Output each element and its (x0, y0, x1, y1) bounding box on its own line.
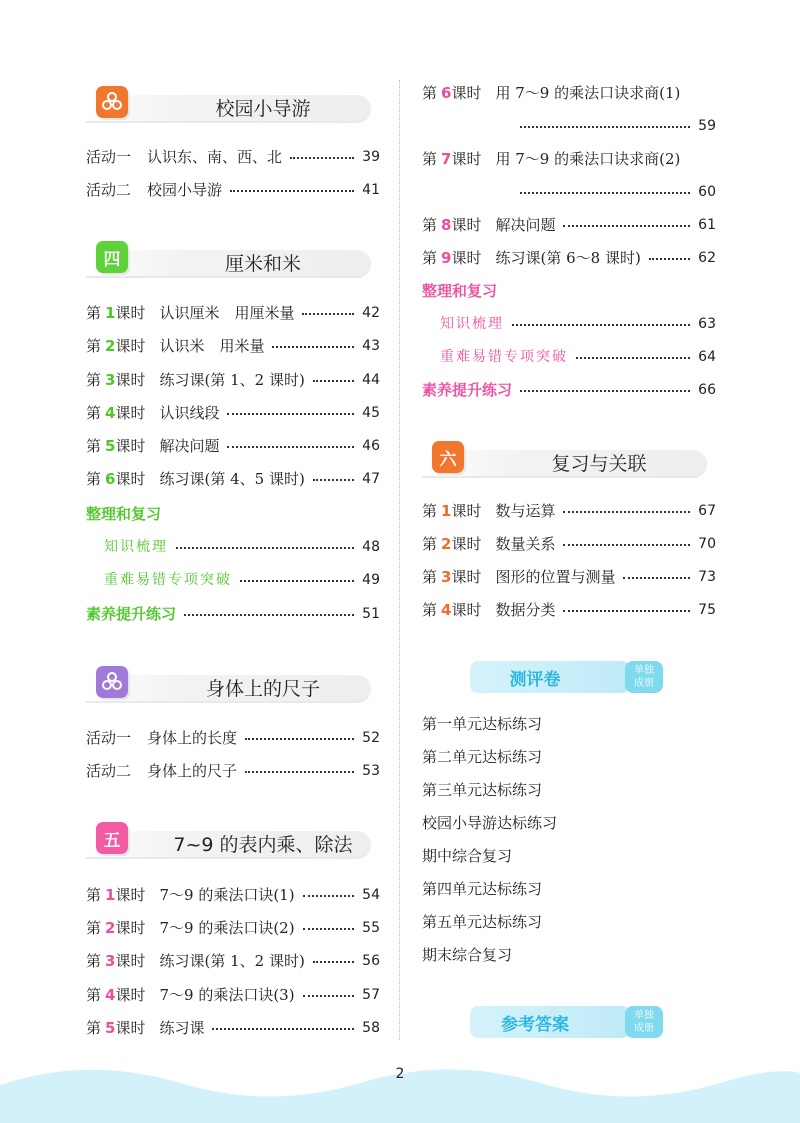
page-number: 46 (362, 438, 380, 454)
page-number: 70 (698, 536, 716, 552)
test-item[interactable]: 期中综合复习 (422, 847, 513, 865)
toc-row[interactable] (86, 726, 380, 750)
activity-label: 活动二 (86, 762, 132, 780)
entry-title: 认识米 用米量 (159, 337, 265, 355)
tests-title: 测评卷 (470, 661, 630, 693)
entry-title: 解决问题 (495, 216, 556, 234)
toc-row[interactable] (422, 81, 716, 105)
lesson-number: 6 (441, 84, 452, 102)
lesson-pre: 第 (422, 150, 438, 168)
toc-row-continued[interactable] (422, 180, 716, 204)
lesson-number: 1 (441, 502, 452, 520)
entry-title: 素养提升练习 (422, 381, 513, 399)
entry-title: 练习课(第 4、5 课时) (159, 470, 305, 488)
leader-dots (649, 246, 690, 260)
lesson-pre: 第 (422, 502, 438, 520)
lesson-pre: 第 (422, 249, 438, 267)
entry-title: 校园小导游 (147, 181, 223, 199)
lesson-post: 课时 (115, 986, 146, 1004)
unit-header-4 (86, 241, 380, 281)
leader-dots (520, 180, 690, 194)
lesson-post: 课时 (115, 470, 146, 488)
lesson-number: 2 (105, 337, 116, 355)
page-number: 61 (698, 217, 716, 233)
unit-badge: 四 (96, 241, 128, 273)
lesson-pre: 第 (86, 337, 102, 355)
test-item[interactable]: 第四单元达标练习 (422, 880, 543, 898)
ring-icon (96, 86, 128, 118)
page-number: 73 (698, 569, 716, 585)
lesson-pre: 第 (422, 216, 438, 234)
review-title: 整理和复习 (86, 505, 162, 523)
lesson-post: 课时 (451, 216, 482, 234)
page-number: 56 (362, 953, 380, 969)
lesson-pre: 第 (86, 304, 102, 322)
lesson-number: 4 (105, 404, 116, 422)
page-number: 55 (362, 920, 380, 936)
toc-row[interactable] (86, 535, 380, 559)
lesson-pre: 第 (86, 437, 102, 455)
toc-row[interactable] (422, 213, 716, 237)
lesson-post: 课时 (451, 502, 482, 520)
tests-banner (470, 661, 670, 693)
lesson-number: 2 (105, 919, 116, 937)
leader-dots (272, 334, 354, 348)
page-number: 44 (362, 372, 380, 388)
leader-dots (302, 301, 354, 315)
entry-title: 用 7～9 的乘法口诀求商(1) (495, 84, 681, 102)
column-divider (399, 80, 400, 1040)
entry-title: 认识线段 (159, 404, 220, 422)
toc-row[interactable] (86, 759, 380, 783)
toc-row[interactable] (422, 598, 716, 622)
toc-row[interactable] (86, 401, 380, 425)
leader-dots (520, 114, 690, 128)
lesson-post: 课时 (115, 371, 146, 389)
unit-header-campus-guide (86, 86, 380, 126)
page-number-footer: 2 (395, 1066, 405, 1082)
page-number: 43 (362, 338, 380, 354)
unit-title: 身体上的尺子 (205, 678, 320, 700)
page-number: 49 (362, 572, 380, 588)
tag-line-2: 成册 (634, 678, 654, 689)
leader-dots (576, 345, 690, 359)
lesson-pre: 第 (86, 919, 102, 937)
lesson-number: 4 (441, 601, 452, 619)
entry-title: 认识厘米 用厘米量 (159, 304, 295, 322)
entry-title: 练习课 (159, 1019, 205, 1037)
leader-dots (176, 535, 354, 549)
unit-title: 7~9 的表内乘、除法 (173, 834, 353, 856)
entry-title: 数与运算 (495, 502, 556, 520)
page-number: 66 (698, 382, 716, 398)
separate-volume-tag (625, 661, 663, 693)
entry-title: 解决问题 (159, 437, 220, 455)
lesson-post: 课时 (451, 535, 482, 553)
leader-dots (290, 145, 354, 159)
entry-title: 身体上的尺子 (147, 762, 238, 780)
entry-title: 练习课(第 1、2 课时) (159, 952, 305, 970)
toc-row[interactable] (422, 147, 716, 171)
toc-row[interactable] (86, 883, 380, 907)
leader-dots (313, 368, 354, 382)
toc-row[interactable] (422, 532, 716, 556)
entry-title: 素养提升练习 (86, 605, 177, 623)
entry-title: 7～9 的乘法口诀(2) (159, 919, 295, 937)
page-number: 75 (698, 602, 716, 618)
lesson-post: 课时 (115, 952, 146, 970)
activity-label: 活动二 (86, 181, 132, 199)
lesson-post: 课时 (115, 437, 146, 455)
lesson-number: 4 (105, 986, 116, 1004)
leader-dots (212, 1016, 354, 1030)
page-number: 67 (698, 503, 716, 519)
leader-dots (563, 213, 690, 227)
lesson-pre: 第 (422, 84, 438, 102)
leader-dots (230, 178, 354, 192)
lesson-post: 课时 (451, 150, 482, 168)
page-number: 62 (698, 250, 716, 266)
lesson-post: 课时 (115, 404, 146, 422)
lesson-number: 8 (441, 216, 452, 234)
toc-row[interactable] (86, 916, 380, 940)
leader-dots (512, 312, 690, 326)
toc-row[interactable] (86, 368, 380, 392)
leader-dots (240, 568, 354, 582)
lesson-number: 3 (441, 568, 452, 586)
leader-dots (313, 949, 354, 963)
lesson-post: 课时 (115, 304, 146, 322)
toc-row[interactable] (422, 499, 716, 523)
leader-dots (623, 565, 690, 579)
test-item[interactable]: 第五单元达标练习 (422, 913, 543, 931)
lesson-pre: 第 (86, 371, 102, 389)
activity-label: 活动一 (86, 148, 132, 166)
toc-row[interactable] (86, 301, 380, 325)
lesson-number: 3 (105, 952, 116, 970)
toc-row[interactable] (86, 467, 380, 491)
leader-dots (313, 467, 354, 481)
toc-row[interactable] (86, 145, 380, 169)
lesson-post: 课时 (115, 919, 146, 937)
unit-title: 复习与关联 (551, 453, 647, 475)
test-item[interactable]: 第三单元达标练习 (422, 781, 543, 799)
toc-row[interactable] (422, 312, 716, 336)
lesson-pre: 第 (86, 1019, 102, 1037)
tag-line-2: 成册 (634, 1023, 654, 1034)
page-number: 57 (362, 987, 380, 1003)
entry-title: 7～9 的乘法口诀(1) (159, 886, 295, 904)
page-number: 59 (698, 118, 716, 134)
separate-volume-tag (625, 1006, 663, 1038)
lesson-post: 课时 (115, 1019, 146, 1037)
unit-header-5 (86, 822, 380, 862)
lesson-post: 课时 (115, 337, 146, 355)
unit-badge: 六 (432, 441, 464, 473)
page-number: 63 (698, 316, 716, 332)
lesson-post: 课时 (115, 886, 146, 904)
entry-title: 知识梳理 (440, 316, 504, 332)
leader-dots (520, 378, 690, 392)
toc-row[interactable] (422, 378, 716, 402)
leader-dots (563, 598, 690, 612)
activity-label: 活动一 (86, 729, 132, 747)
lesson-post: 课时 (451, 249, 482, 267)
lesson-pre: 第 (422, 568, 438, 586)
page-number: 54 (362, 887, 380, 903)
entry-title: 知识梳理 (104, 539, 168, 555)
toc-row[interactable] (422, 345, 716, 369)
toc-row[interactable] (86, 568, 380, 592)
toc-row[interactable] (86, 1016, 380, 1040)
toc-row[interactable] (86, 983, 380, 1007)
toc-row[interactable] (86, 602, 380, 626)
leader-dots (303, 883, 355, 897)
unit-title: 校园小导游 (215, 98, 311, 120)
entry-title: 数量关系 (495, 535, 556, 553)
entry-title: 重难易错专项突破 (104, 572, 232, 588)
leader-dots (303, 983, 355, 997)
lesson-post: 课时 (451, 568, 482, 586)
test-item[interactable]: 校园小导游达标练习 (422, 814, 558, 832)
answers-title: 参考答案 (470, 1006, 630, 1038)
page-number: 60 (698, 184, 716, 200)
toc-row[interactable] (422, 565, 716, 589)
lesson-number: 1 (105, 886, 116, 904)
entry-title: 练习课(第 6～8 课时) (495, 249, 641, 267)
toc-row[interactable] (86, 334, 380, 358)
lesson-number: 9 (441, 249, 452, 267)
page-number: 58 (362, 1020, 380, 1036)
entry-title: 认识东、南、西、北 (147, 148, 283, 166)
answers-banner (470, 1006, 670, 1038)
toc-row-continued[interactable] (422, 114, 716, 138)
page-number: 47 (362, 471, 380, 487)
entry-title: 7～9 的乘法口诀(3) (159, 986, 295, 1004)
test-item[interactable]: 第二单元达标练习 (422, 748, 543, 766)
entry-title: 练习课(第 1、2 课时) (159, 371, 305, 389)
lesson-number: 1 (105, 304, 116, 322)
toc-row[interactable] (86, 178, 380, 202)
lesson-number: 7 (441, 150, 452, 168)
unit-title: 厘米和米 (224, 253, 301, 275)
tag-line-1: 单独 (634, 665, 654, 676)
ring-icon (96, 666, 128, 698)
lesson-number: 5 (105, 1019, 116, 1037)
page-number: 42 (362, 305, 380, 321)
page-number: 51 (362, 606, 380, 622)
lesson-number: 2 (441, 535, 452, 553)
leader-dots (245, 759, 354, 773)
toc-row[interactable] (422, 246, 716, 270)
lesson-pre: 第 (86, 886, 102, 904)
unit-badge: 五 (96, 822, 128, 854)
test-item[interactable]: 第一单元达标练习 (422, 715, 543, 733)
toc-row[interactable] (86, 434, 380, 458)
page-number: 41 (362, 182, 380, 198)
lesson-post: 课时 (451, 84, 482, 102)
leader-dots (303, 916, 355, 930)
lesson-number: 5 (105, 437, 116, 455)
lesson-number: 3 (105, 371, 116, 389)
leader-dots (245, 726, 354, 740)
entry-title: 重难易错专项突破 (440, 349, 568, 365)
test-item[interactable]: 期末综合复习 (422, 946, 513, 964)
page-number: 64 (698, 349, 716, 365)
entry-title: 图形的位置与测量 (495, 568, 616, 586)
lesson-pre: 第 (422, 601, 438, 619)
lesson-pre: 第 (86, 986, 102, 1004)
leader-dots (227, 401, 354, 415)
leader-dots (227, 434, 354, 448)
page-number: 39 (362, 149, 380, 165)
lesson-pre: 第 (86, 470, 102, 488)
entry-title: 数据分类 (495, 601, 556, 619)
page-number: 53 (362, 763, 380, 779)
page-number: 52 (362, 730, 380, 746)
tag-line-1: 单独 (634, 1010, 654, 1021)
page-number: 45 (362, 405, 380, 421)
leader-dots (563, 499, 690, 513)
lesson-post: 课时 (451, 601, 482, 619)
unit-header-body-ruler (86, 666, 380, 706)
unit-header-6 (422, 441, 716, 481)
leader-dots (563, 532, 690, 546)
review-title: 整理和复习 (422, 282, 498, 300)
toc-row[interactable] (86, 949, 380, 973)
page-number: 48 (362, 539, 380, 555)
lesson-pre: 第 (86, 404, 102, 422)
entry-title: 身体上的长度 (147, 729, 238, 747)
lesson-pre: 第 (86, 952, 102, 970)
lesson-pre: 第 (422, 535, 438, 553)
lesson-number: 6 (105, 470, 116, 488)
leader-dots (184, 602, 354, 616)
entry-title: 用 7～9 的乘法口诀求商(2) (495, 150, 681, 168)
